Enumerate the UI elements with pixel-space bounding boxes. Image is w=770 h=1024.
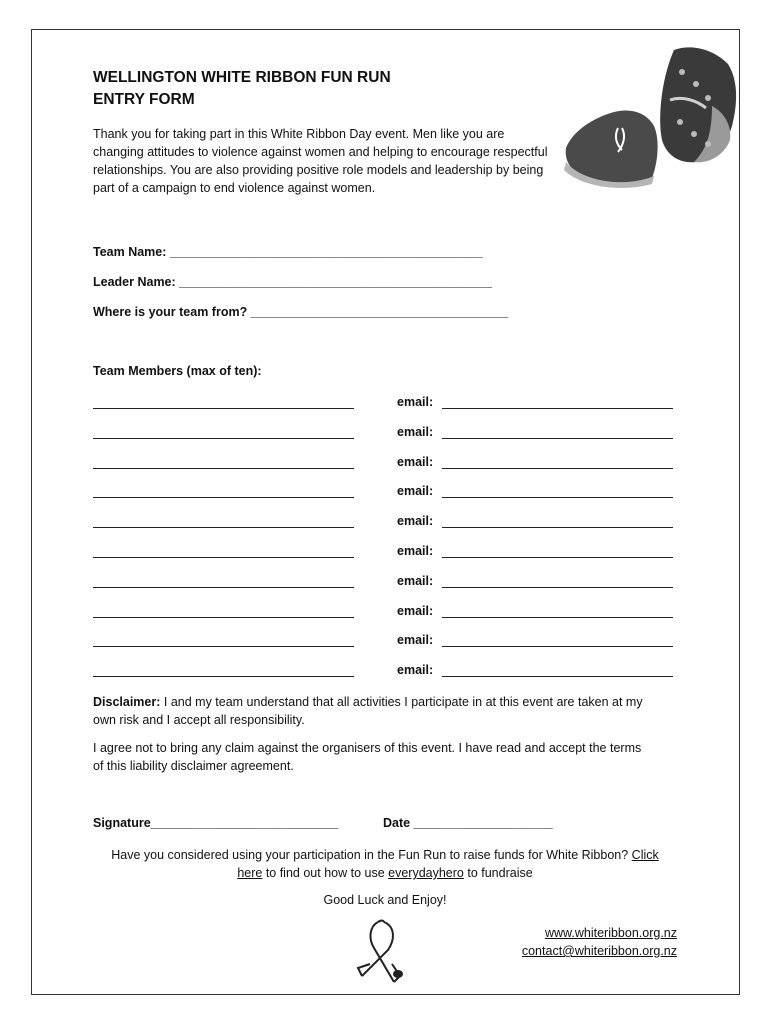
intro-paragraph: Thank you for taking part in this White Ribbon Day event. Men like you are changing attitudes to violence against women and helping to encourage respectful relationships. You are also providing positive role models and leadership by being part of a campaign to end violence against women.: [93, 127, 548, 195]
date-field[interactable]: Date ____________________: [383, 816, 553, 830]
email-label: email:: [397, 573, 434, 588]
title-line-2: ENTRY FORM: [93, 91, 195, 108]
disclaimer-label: Disclaimer:: [93, 695, 161, 709]
email-label: email:: [397, 424, 434, 439]
member-name-input[interactable]: [93, 557, 354, 558]
disclaimer: [93, 693, 653, 729]
white-ribbon-logo-icon: [348, 916, 420, 988]
team-member-row: [93, 484, 673, 500]
member-email-input[interactable]: [442, 617, 673, 618]
member-name-input[interactable]: [93, 617, 354, 618]
fund-text-2: to find out how to use: [262, 866, 389, 880]
click-here-link[interactable]: Click here: [237, 848, 659, 880]
email-label: email:: [397, 395, 434, 409]
member-name-input[interactable]: [93, 676, 354, 677]
member-name-input[interactable]: [93, 527, 354, 528]
member-email-input[interactable]: [442, 527, 673, 528]
member-email-input[interactable]: [442, 438, 673, 439]
member-email-input[interactable]: [442, 646, 673, 647]
member-email-input[interactable]: [442, 408, 673, 409]
website-link[interactable]: www.whiteribbon.org.nz: [544, 926, 677, 940]
member-email-input[interactable]: [442, 497, 673, 498]
email-label: email:: [397, 603, 434, 618]
good-luck-text: Good Luck and Enjoy!: [323, 893, 447, 907]
contact-links: [522, 924, 677, 960]
member-name-input[interactable]: [93, 408, 354, 409]
form-title: [93, 67, 391, 111]
leader-name-field[interactable]: Leader Name: _____________________________________________: [93, 275, 492, 289]
back-shoe: [660, 47, 736, 162]
email-label: email:: [397, 544, 434, 558]
member-name-input[interactable]: [93, 497, 354, 498]
email-label: email:: [397, 484, 434, 499]
member-name-input[interactable]: [93, 646, 354, 647]
contact-email-link[interactable]: contact@whiteribbon.org.nz: [521, 944, 677, 958]
running-shoes-image: [562, 42, 740, 190]
member-email-input[interactable]: [442, 676, 673, 677]
email-label: email:: [397, 454, 434, 469]
team-member-row: [93, 633, 673, 649]
fund-text-3: to fundraise: [463, 866, 533, 880]
team-member-row: [93, 544, 673, 560]
team-from-field[interactable]: Where is your team from? _____________________________________: [93, 305, 508, 319]
team-member-row: [93, 663, 673, 679]
agreement-text: I agree not to bring any claim against the organisers of this event. I have read and accept the terms of this liability disclaimer agreement.: [93, 741, 642, 773]
team-member-row: [93, 574, 673, 590]
team-member-row: [93, 604, 673, 620]
title-line-1: WELLINGTON WHITE RIBBON FUN RUN: [93, 69, 391, 86]
everydayhero-link[interactable]: everydayhero: [388, 866, 464, 880]
member-email-input[interactable]: [442, 557, 673, 558]
team-member-row: [93, 514, 673, 530]
member-name-input[interactable]: [93, 438, 354, 439]
fund-text-1: Have you considered using your participation in the Fun Run to raise funds for White Ribbon?: [111, 848, 632, 862]
member-name-input[interactable]: [93, 468, 354, 469]
email-label: email:: [397, 633, 434, 648]
team-member-row: [93, 455, 673, 471]
member-email-input[interactable]: [442, 587, 673, 588]
front-shoe: [564, 111, 658, 188]
email-label: email:: [397, 663, 434, 678]
member-name-input[interactable]: [93, 587, 354, 588]
disclaimer-text: I and my team understand that all activities I participate in at this event are taken at my own risk and I accept all responsibility.: [93, 695, 643, 727]
member-email-input[interactable]: [442, 468, 673, 469]
team-name-field[interactable]: Team Name: _____________________________________________: [93, 245, 483, 259]
team-member-row: [93, 395, 673, 411]
team-members-label: Team Members (max of ten):: [93, 364, 262, 378]
fundraise-text: [110, 846, 660, 882]
email-label: email:: [397, 514, 434, 529]
team-member-row: [93, 425, 673, 441]
signature-field[interactable]: Signature___________________________: [93, 816, 339, 830]
